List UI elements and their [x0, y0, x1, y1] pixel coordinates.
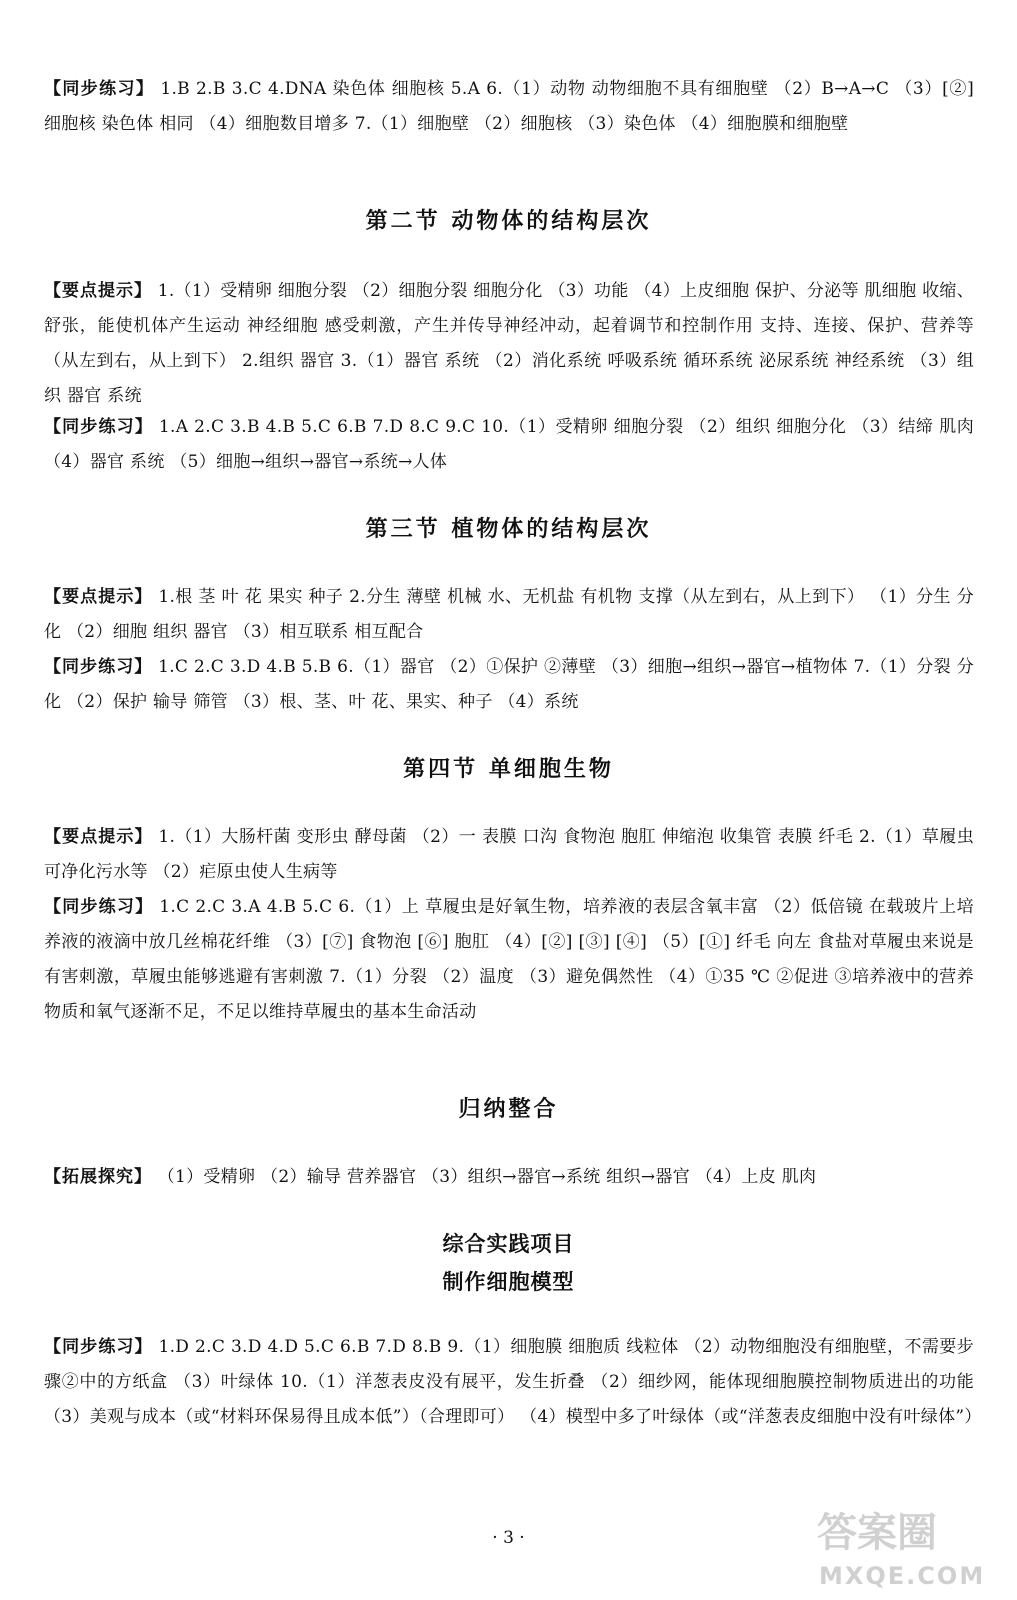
answer-text: 1.（1）大肠杆菌 变形虫 酵母菌 （2）一 表膜 口沟 食物泡 胞肛 伸缩泡 收集管 表膜 纤毛 2.（1）草履虫可净化污水等 （2）疟原虫使人生病等: [44, 827, 974, 882]
watermark-url-text: MXQE.COM: [819, 1562, 986, 1590]
key-points-block-4: [44, 820, 974, 890]
section-tag: 【同步练习】: [44, 1337, 153, 1357]
answer-text: 1.B 2.B 3.C 4.DNA 染色体 细胞核 5.A 6.（1）动物 动物细胞不具有细胞壁 （2）B→A→C （3）[②] 细胞核 染色体 相同 （4）细胞数目增多 7.（1）细胞壁 （2）细胞核 （3）染色体 （4）细胞膜和细胞壁: [44, 79, 974, 134]
extension-block: [44, 1160, 974, 1195]
answer-text: 1.根 茎 叶 花 果实 种子 2.分生 薄壁 机械 水、无机盐 有机物 支撑（从左到右，从上到下） （1）分生 分化 （2）细胞 组织 器官 （3）相互联系 相互配合: [44, 587, 974, 642]
section-tag: 【同步练习】: [44, 417, 153, 437]
section-heading-3: 第三节 植物体的结构层次: [365, 516, 652, 542]
section-tag: 【要点提示】: [44, 587, 153, 607]
watermark-main-text: 答案圈: [817, 1510, 937, 1556]
project-heading: 综合实践项目: [442, 1232, 575, 1256]
sync-practice-block-1: [44, 72, 974, 142]
key-points-block-3: [44, 580, 974, 650]
watermark-logo: [809, 1496, 995, 1592]
section-tag: 【拓展探究】: [44, 1167, 152, 1187]
section-tag: 【同步练习】: [44, 657, 153, 677]
answer-text: 1.（1）受精卵 细胞分裂 （2）细胞分裂 细胞分化 （3）功能 （4）上皮细胞 保护、分泌等 肌细胞 收缩、舒张，能使机体产生运动 神经细胞 感受刺激，产生并传导神经冲动，起着调节和控制作用 支持、连接、保护、营养等（从左到右，从上到下） 2.组织 器官 3.（1）器官 系统 （2）消化系统 呼吸系统 循环系统 泌尿系统 神经系统 （3）组织 器官 系统: [44, 281, 975, 406]
project-subheading: 制作细胞模型: [442, 1270, 575, 1294]
sync-practice-block-5: [44, 1330, 982, 1435]
key-points-block-2: [44, 274, 974, 414]
section-tag: 【同步练习】: [44, 897, 154, 917]
section-tag: 【要点提示】: [44, 281, 153, 301]
answer-text: 1.A 2.C 3.B 4.B 5.C 6.B 7.D 8.C 9.C 10.（1）受精卵 细胞分裂 （2）组织 细胞分化 （3）结缔 肌肉 （4）器官 系统 （5）细胞→组织→器官→系统→人体: [44, 417, 974, 472]
section-heading-2: 第二节 动物体的结构层次: [365, 208, 652, 234]
answer-text: 1.D 2.C 3.D 4.D 5.C 6.B 7.D 8.B 9.（1）细胞膜 细胞质 线粒体 （2）动物细胞没有细胞壁，不需要步骤②中的方纸盒 （3）叶绿体 10.（1）洋葱表皮没有展平，发生折叠 （2）细纱网，能体现细胞膜控制物质进出的功能 （3）美观与成本（或“材料环保易得且成本低”）（合理即可） （4）模型中多了叶绿体（或“洋葱表皮细胞中没有叶绿体”）: [44, 1337, 982, 1427]
section-heading-4: 第四节 单细胞生物: [403, 756, 614, 782]
section-heading-summary: 归纳整合: [458, 1096, 559, 1122]
answer-text: （1）受精卵 （2）输导 营养器官 （3）组织→器官→系统 组织→器官 （4）上皮 肌肉: [157, 1167, 817, 1187]
sync-practice-block-3: [44, 650, 974, 720]
answer-text: 1.C 2.C 3.D 4.B 5.B 6.（1）器官 （2）①保护 ②薄壁 （3）细胞→组织→器官→植物体 7.（1）分裂 分化 （2）保护 输导 筛管 （3）根、茎、叶 花、果实、种子 （4）系统: [44, 657, 974, 712]
section-tag: 【要点提示】: [44, 827, 153, 847]
sync-practice-block-4: [44, 890, 974, 1030]
page-number: · 3 ·: [492, 1528, 525, 1548]
answer-text: 1.C 2.C 3.A 4.B 5.C 6.（1）上 草履虫是好氧生物，培养液的表层含氧丰富 （2）低倍镜 在载玻片上培养液的液滴中放几丝棉花纤维 （3）[⑦] 食物泡 [⑥] 胞肛 （4）[②] [③] [④] （5）[①] 纤毛 向左 食盐对草履虫来说是有害刺激，草履虫能够逃避有害刺激 7.（1）分裂 （2）温度 （3）避免偶然性 （4）①35 ℃ ②促进 ③培养液中的营养物质和氧气逐渐不足，不足以维持草履虫的基本生命活动: [44, 897, 974, 1022]
section-tag: 【同步练习】: [44, 79, 155, 99]
sync-practice-block-2: [44, 410, 974, 480]
